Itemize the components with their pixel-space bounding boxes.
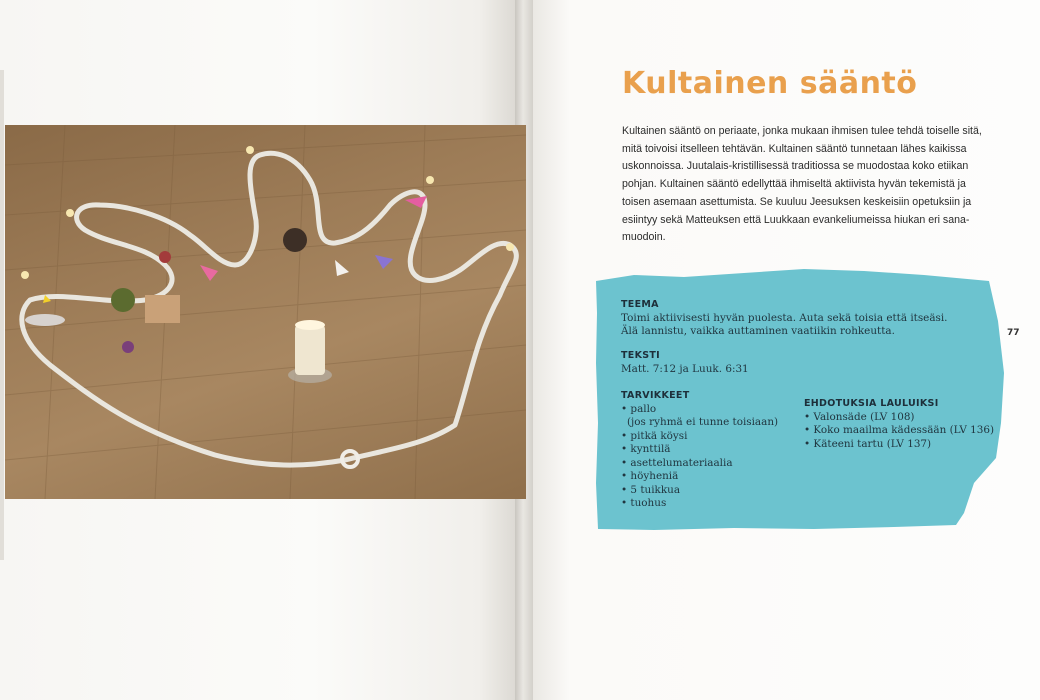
intro-line: Kultainen sääntö on periaate, jonka mukaan ihmisen tulee tehdä toiselle sitä, bbox=[622, 125, 982, 137]
supplies-item: • asettelumateriaalia bbox=[621, 456, 733, 469]
supplies-section bbox=[621, 389, 778, 511]
intro-line: esiintyy sekä Matteuksen että Luukkaan evankeliumeissa hiukan eri sana- bbox=[622, 213, 970, 226]
page-number: 77 bbox=[1007, 328, 1020, 338]
intro-line: mitä toivoisi itselleen tehtävän. Kultainen sääntö tunnetaan lähes kaikissa bbox=[622, 142, 967, 155]
page-edge bbox=[0, 70, 4, 560]
supplies-item: • höyheniä bbox=[621, 470, 679, 482]
intro-line: muodoin. bbox=[622, 231, 666, 244]
theme-heading: TEEMA bbox=[621, 299, 659, 310]
photo-illustration bbox=[5, 125, 526, 499]
intro-line: pohjan. Kultainen sääntö edellyttää ihmiseltä aktiivista hyvän tekemistä ja bbox=[622, 178, 966, 191]
theme-line: Toimi aktiivisesti hyvän puolesta. Auta sekä toisia että itseäsi. bbox=[621, 311, 948, 324]
theme-line: Älä lannistu, vaikka auttaminen vaatiikin rohkeutta. bbox=[621, 325, 895, 337]
intro-line: toisen asemaan asettumista. Se kuuluu Jeesuksen keskeisiin opetuksiin ja bbox=[622, 195, 972, 208]
supplies-item: • kynttilä bbox=[621, 443, 671, 455]
song-item: • Koko maailma kädessään (LV 136) bbox=[804, 424, 995, 436]
info-box bbox=[594, 263, 1008, 533]
theme-section bbox=[621, 298, 948, 339]
song-item: • Valonsäde (LV 108) bbox=[804, 410, 915, 423]
supplies-item: (jos ryhmä ei tunne toisiaan) bbox=[627, 416, 779, 428]
songs-heading: EHDOTUKSIA LAULUIKSI bbox=[804, 398, 939, 409]
intro-line: uskonnoissa. Juutalais-kristillisessä traditiossa se muodostaa koko etiikan bbox=[622, 160, 969, 173]
supplies-item: • 5 tuikkua bbox=[621, 483, 681, 496]
supplies-item: • pitkä köysi bbox=[621, 429, 688, 442]
page-title: Kultainen sääntö bbox=[622, 66, 918, 101]
hand-rope-photo bbox=[5, 125, 526, 499]
text-heading: TEKSTI bbox=[621, 350, 660, 361]
songs-section bbox=[804, 397, 994, 451]
supplies-heading: TARVIKKEET bbox=[621, 390, 690, 401]
text-reference: Matt. 7:12 ja Luuk. 6:31 bbox=[621, 362, 749, 375]
text-section bbox=[621, 349, 749, 376]
intro-paragraph bbox=[622, 123, 982, 247]
supplies-item: • tuohus bbox=[621, 497, 667, 509]
supplies-item: • pallo bbox=[621, 402, 657, 415]
song-item: • Käteeni tartu (LV 137) bbox=[804, 437, 932, 450]
